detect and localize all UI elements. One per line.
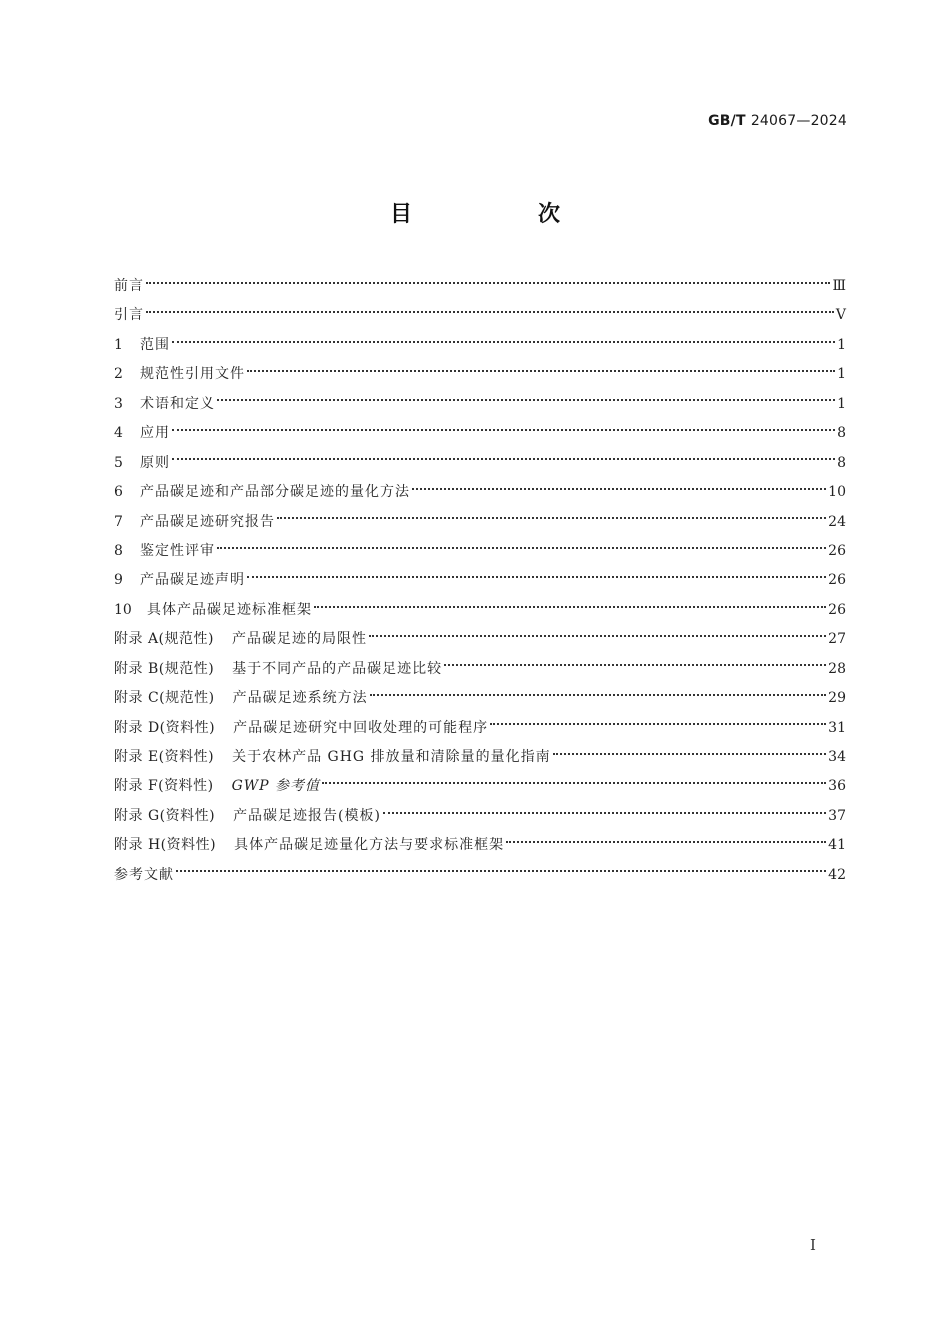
- toc-entry-number: 2: [114, 366, 123, 383]
- toc-entry-annex-a[interactable]: [114, 625, 846, 654]
- toc-entry-title: 基于不同产品的产品碳足迹比较: [232, 660, 443, 677]
- toc-entry-label: [114, 478, 410, 507]
- toc-entry-number: 附录 B(规范性): [114, 660, 215, 677]
- dot-leader: [172, 341, 835, 343]
- toc-entry-title: 规范性引用文件: [140, 366, 245, 383]
- toc-entry-page: 26: [828, 542, 846, 559]
- dot-leader: [370, 694, 827, 696]
- toc-entry-title: 引言: [114, 307, 144, 324]
- dot-leader: [172, 429, 835, 431]
- toc-entry-page: 28: [828, 660, 846, 677]
- toc-entry-label: [114, 301, 144, 330]
- toc-entry-label: [114, 508, 275, 537]
- dot-leader: [277, 517, 826, 519]
- dot-leader: [146, 311, 834, 313]
- toc-entry-annex-g[interactable]: [114, 802, 846, 831]
- standard-prefix: GB/T: [708, 113, 746, 129]
- toc-entry-number: 5: [114, 454, 123, 471]
- dot-leader: [490, 723, 826, 725]
- dot-leader: [176, 870, 826, 872]
- dot-leader: [444, 664, 826, 666]
- dot-leader: [217, 547, 826, 549]
- toc-entry-title: 产品碳足迹报告(模板): [233, 807, 381, 824]
- dot-leader: [322, 782, 826, 784]
- toc-entry-clause-8[interactable]: [114, 537, 846, 566]
- toc-entry-number: 8: [114, 542, 123, 559]
- toc-entry-page: Ⅲ: [832, 278, 846, 294]
- toc-entry-title: GWP 参考值: [231, 778, 321, 795]
- toc-entry-number: 6: [114, 484, 123, 501]
- toc-entry-page: 8: [837, 454, 846, 471]
- standard-code: 24067—2024: [750, 113, 847, 129]
- toc-entry-clause-7[interactable]: [114, 508, 846, 537]
- toc-entry-label: [114, 861, 174, 890]
- toc-entry-label: [114, 360, 245, 389]
- toc-entry-clause-10[interactable]: [114, 596, 846, 625]
- toc-entry-title: 产品碳足迹系统方法: [232, 690, 368, 707]
- dot-leader: [146, 282, 830, 284]
- toc-entry-title: 前言: [114, 278, 144, 294]
- toc-entry-title: 产品碳足迹研究中回收处理的可能程序: [233, 719, 489, 736]
- toc-entry-annex-b[interactable]: [114, 655, 846, 684]
- dot-leader: [247, 576, 826, 578]
- toc-entry-page: 24: [828, 513, 846, 530]
- toc-entry-title: 术语和定义: [140, 395, 215, 412]
- toc-entry-label: [114, 772, 320, 801]
- toc-entry-label: [114, 684, 368, 713]
- toc-entry-page: 36: [828, 778, 846, 795]
- toc-entry-clause-4[interactable]: [114, 419, 846, 448]
- dot-leader: [314, 606, 826, 608]
- toc-entry-number: 附录 G(资料性): [114, 807, 216, 824]
- toc-entry-label: [114, 714, 488, 743]
- toc-entry-title: 参考文献: [114, 866, 174, 883]
- toc-entry-label: [114, 625, 367, 654]
- toc-entry-title: 产品碳足迹研究报告: [140, 513, 275, 530]
- toc-entry-title: 鉴定性评审: [140, 542, 215, 559]
- dot-leader: [506, 841, 826, 843]
- toc-entry-annex-f[interactable]: [114, 772, 846, 801]
- toc-entry-number: 附录 H(资料性): [114, 837, 217, 854]
- toc-entry-number: 10: [114, 601, 132, 618]
- toc-entry-label: [114, 802, 381, 831]
- toc-entry-clause-5[interactable]: [114, 449, 846, 478]
- page-number: I: [810, 1236, 816, 1254]
- toc-entry-introduction[interactable]: [114, 301, 846, 330]
- toc-entry-label: [114, 449, 170, 478]
- toc-entry-page: Ⅴ: [835, 307, 846, 324]
- toc-entry-label: [114, 419, 170, 448]
- toc-entry-page: 1: [837, 336, 846, 353]
- toc-entry-number: 附录 C(规范性): [114, 690, 215, 707]
- toc-entry-title: 具体产品碳足迹量化方法与要求标准框架: [234, 837, 505, 854]
- toc-entry-number: 附录 D(资料性): [114, 719, 216, 736]
- toc-entry-clause-1[interactable]: [114, 331, 846, 360]
- toc-entry-annex-e[interactable]: [114, 743, 846, 772]
- toc-entry-title: 产品碳足迹和产品部分碳足迹的量化方法: [140, 484, 410, 501]
- table-of-contents: [114, 272, 846, 890]
- toc-entry-page: 41: [828, 837, 846, 854]
- toc-entry-label: [114, 390, 215, 419]
- toc-entry-label: [114, 272, 144, 301]
- toc-entry-number: 附录 E(资料性): [114, 749, 215, 765]
- page-title: 目 次: [389, 202, 612, 227]
- toc-entry-title: 关于农林产品 GHG 排放量和清除量的量化指南: [232, 749, 551, 765]
- dot-leader: [247, 370, 835, 372]
- toc-entry-label: [114, 566, 245, 595]
- toc-entry-clause-3[interactable]: [114, 390, 846, 419]
- toc-entry-page: 27: [828, 631, 846, 648]
- dot-leader: [553, 753, 827, 755]
- toc-entry-page: 29: [828, 690, 846, 707]
- toc-entry-number: 4: [114, 425, 123, 442]
- toc-entry-number: 1: [114, 336, 123, 353]
- toc-entry-page: 26: [828, 601, 846, 618]
- toc-entry-title: 具体产品碳足迹标准框架: [147, 601, 312, 618]
- toc-entry-clause-2[interactable]: [114, 360, 846, 389]
- toc-entry-page: 31: [828, 719, 846, 736]
- toc-entry-title: 产品碳足迹的局限性: [231, 631, 367, 648]
- toc-entry-title: 应用: [140, 425, 170, 442]
- toc-entry-title: 产品碳足迹声明: [140, 572, 245, 589]
- toc-entry-page: 1: [837, 366, 846, 383]
- dot-leader: [369, 635, 826, 637]
- toc-entry-title: 范围: [140, 336, 170, 353]
- toc-entry-foreword[interactable]: [114, 272, 846, 301]
- standard-number: [708, 113, 847, 129]
- toc-entry-page: 42: [828, 866, 846, 883]
- dot-leader: [383, 812, 826, 814]
- toc-entry-label: [114, 831, 504, 860]
- toc-entry-page: 10: [828, 484, 846, 501]
- toc-entry-bibliography[interactable]: [114, 861, 846, 890]
- dot-leader: [412, 488, 826, 490]
- toc-entry-label: [114, 743, 551, 772]
- toc-entry-page: 34: [828, 749, 846, 765]
- toc-entry-label: [114, 596, 312, 625]
- toc-entry-number: 7: [114, 513, 123, 530]
- toc-entry-number: 附录 A(规范性): [114, 631, 214, 648]
- toc-entry-clause-6[interactable]: [114, 478, 846, 507]
- toc-entry-title: 原则: [140, 454, 170, 471]
- toc-entry-page: 1: [837, 395, 846, 412]
- toc-entry-page: 8: [837, 425, 846, 442]
- toc-entry-number: 9: [114, 572, 123, 589]
- dot-leader: [217, 399, 835, 401]
- toc-entry-annex-h[interactable]: [114, 831, 846, 860]
- toc-entry-annex-d[interactable]: [114, 714, 846, 743]
- toc-entry-label: [114, 331, 170, 360]
- toc-entry-clause-9[interactable]: [114, 566, 846, 595]
- dot-leader: [172, 458, 835, 460]
- toc-entry-number: 附录 F(资料性): [114, 778, 214, 795]
- toc-entry-annex-c[interactable]: [114, 684, 846, 713]
- toc-entry-label: [114, 537, 215, 566]
- toc-entry-page: 37: [828, 807, 846, 824]
- toc-entry-page: 26: [828, 572, 846, 589]
- toc-entry-number: 3: [114, 395, 123, 412]
- toc-entry-label: [114, 655, 442, 684]
